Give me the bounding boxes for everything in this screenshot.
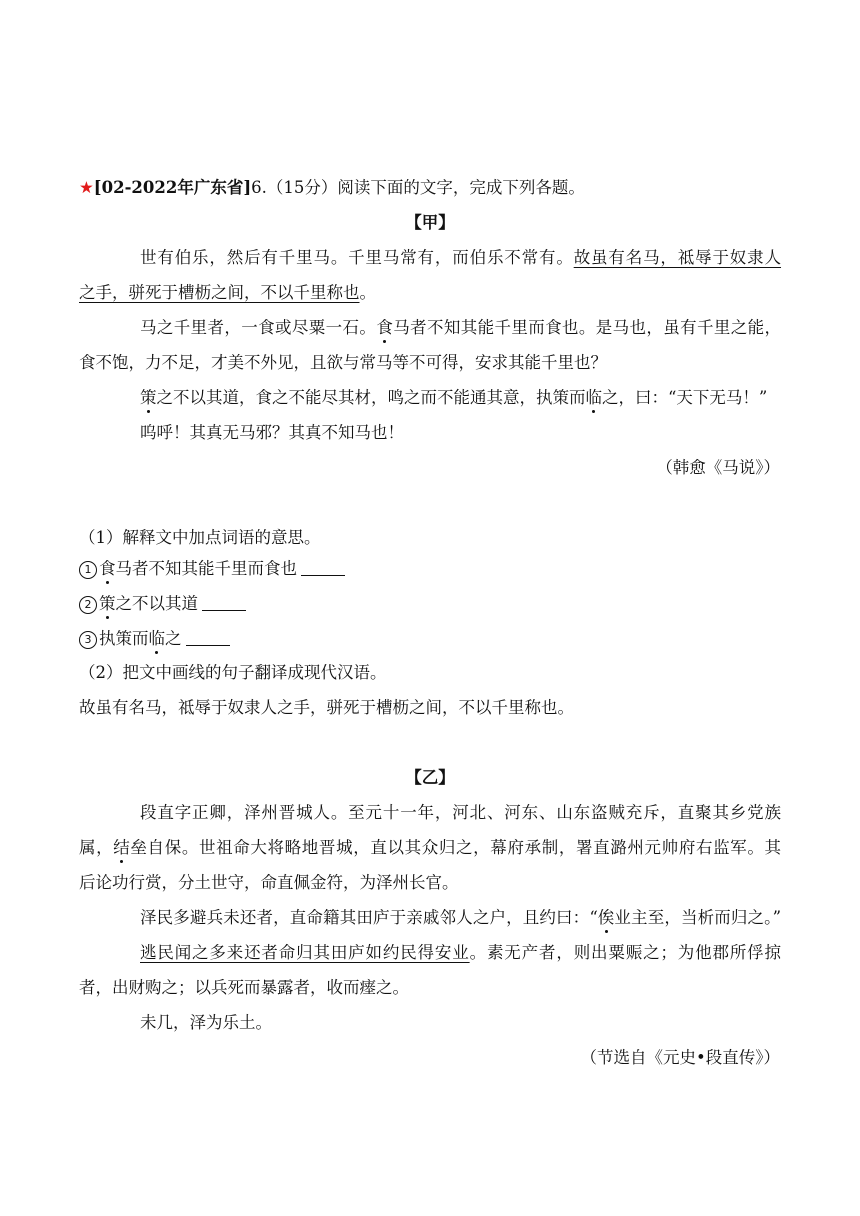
passage-b-p4: 未几，泽为乐土。 (140, 1013, 272, 1032)
question-1-item-2: 2 策之不以其道 (79, 593, 246, 615)
source-tag: [02-2022年广东省] (93, 178, 252, 197)
passage-b-p3-line1: 逃民闻之多来还者命归其田庐如约民得安业。素无产者，则出粟赈之；为他郡所俘掠 (140, 943, 782, 962)
answer-blank[interactable] (186, 629, 230, 646)
passage-a-p1-line1: 世有伯乐，然后有千里马。千里马常有，而伯乐不常有。故虽有名马，祗辱于奴隶人 (140, 248, 782, 267)
dotted-word: 临 (585, 388, 602, 407)
question-1-prompt: （1）解释文中加点词语的意思。 (79, 528, 321, 547)
answer-blank[interactable] (202, 594, 246, 611)
passage-a-p3: 策之不以其道，食之不能尽其材，鸣之而不能通其意，执策而临之，曰：“天下无马！” (140, 388, 768, 407)
question-1-item-3: 3 执策而临之 (79, 628, 230, 650)
passage-a-source: （韩愈《马说》） (656, 458, 780, 477)
passage-b-p2: 泽民多避兵未还者，直命籍其田庐于亲戚邻人之户，且约曰：“俟业主至，当析而归之。” (140, 908, 782, 927)
question-header (79, 177, 585, 199)
passage-a-p2-line2: 食不饱，力不足，才美不外见，且欲与常马等不可得，安求其能千里也？ (79, 353, 607, 372)
circled-number: 3 (79, 631, 97, 649)
dotted-word: 食 (99, 559, 116, 578)
question-2-sentence: 故虽有名马，祗辱于奴隶人之手，骈死于槽枥之间，不以千里称也。 (79, 698, 574, 717)
dotted-word: 结 (113, 838, 130, 857)
passage-b-source: （节选自《元史•段直传》） (580, 1048, 780, 1067)
passage-b-p1-line1: 段直字正卿，泽州晋城人。至元十一年，河北、河东、山东盗贼充斥，直聚其乡党族 (140, 803, 781, 822)
passage-a-title: 【甲】 (405, 213, 455, 232)
passage-a-p2-line1: 马之千里者，一食或尽粟一石。食马者不知其能千里而食也。是马也，虽有千里之能， (140, 318, 782, 337)
passage-a-p1-line2: 之手，骈死于槽枥之间，不以千里称也。 (79, 283, 376, 302)
underlined-sentence: 之手，骈死于槽枥之间，不以千里称也 (79, 283, 360, 302)
passage-b-p1-line2: 属，结垒自保。世祖命大将略地晋城，直以其众归之，幕府承制，署直潞州元帅府右监军。其 (79, 838, 782, 857)
passage-b-title: 【乙】 (405, 768, 455, 787)
passage-b-p1-line3: 后论功行赏，分土世守，命直佩金符，为泽州长官。 (79, 873, 459, 892)
answer-blank[interactable] (301, 559, 345, 576)
question-instruction: 6.（15分）阅读下面的文字，完成下列各题。 (251, 178, 585, 197)
question-1-item-1: 1 食马者不知其能千里而食也 (79, 558, 345, 580)
question-2-prompt: （2）把文中画线的句子翻译成现代汉语。 (79, 663, 387, 682)
dotted-word: 临 (148, 629, 165, 648)
passage-b-p3-line2: 者，出财购之；以兵死而暴露者，收而瘗之。 (79, 978, 409, 997)
star-icon: ★ (79, 178, 94, 197)
circled-number: 2 (79, 596, 97, 614)
underlined-sentence: 逃民闻之多来还者命归其田庐如约民得安业 (140, 943, 470, 962)
dotted-word: 策 (99, 594, 116, 613)
dotted-word: 食 (376, 318, 393, 337)
dotted-word: 俟 (597, 908, 615, 927)
passage-a-p4: 呜呼！其真无马邪？其真不知马也！ (140, 423, 404, 442)
underlined-sentence: 故虽有名马，祗辱于奴隶人 (573, 248, 782, 267)
circled-number: 1 (79, 561, 97, 579)
dotted-word: 策 (140, 388, 157, 407)
